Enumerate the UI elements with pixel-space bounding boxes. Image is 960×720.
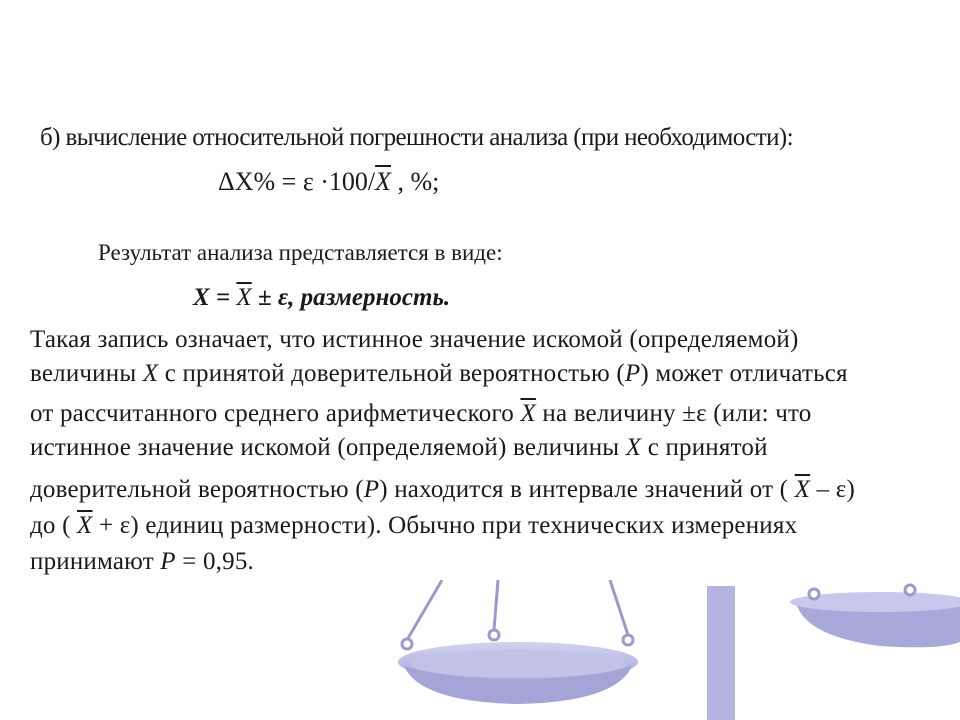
text-run: от рассчитанного среднего арифметического [30, 400, 521, 427]
p-symbol: P [363, 476, 380, 503]
text-run: с принятой доверительной вероятностью ( [158, 360, 625, 387]
text-run: – ε) [810, 476, 855, 503]
text-run: ) находится в интервале значений от ( [379, 476, 795, 503]
paragraph-line [30, 434, 768, 462]
relative-error-formula [218, 167, 439, 197]
text-run: ) может отличаться [640, 360, 848, 387]
text-run: = 0,95. [175, 548, 254, 575]
x-bar-symbol: $\overline{X}$ [77, 512, 93, 539]
result-intro: Результат анализа представляется в виде: [98, 240, 503, 265]
left-pan [398, 642, 638, 704]
x-bar-symbol: $\overline{X}$ [375, 167, 392, 196]
text-run: величины [30, 360, 143, 387]
left-pan-strings [402, 580, 633, 649]
x-symbol: X [625, 434, 642, 461]
paragraph-line [30, 548, 254, 576]
paragraph-line: Такая запись означает, что истинное значение искомой (определяемой) [30, 326, 799, 353]
text-run: на величину ±ε (или: что [535, 400, 812, 427]
text-run: с принятой [641, 434, 768, 461]
formula-lhs: X = [193, 284, 237, 311]
scale-pillar [707, 586, 735, 720]
text-run: истинное значение искомой (определяемой) величины [30, 434, 626, 461]
result-formula [193, 284, 450, 312]
formula-rhs: ± ε, размерность. [251, 284, 451, 311]
p-symbol: P [624, 360, 641, 387]
paragraph-line [30, 400, 811, 428]
section-heading: б) вычисление относительной погрешности анализа (при необходимости): [40, 124, 793, 151]
x-bar-symbol: $\overline{X}$ [794, 476, 811, 503]
paragraph-line [30, 360, 848, 388]
text-run: + ε) единиц размерности). Обычно при технических измерениях [92, 512, 798, 539]
text-run: доверительной вероятностью ( [30, 476, 364, 503]
x-bar-symbol: $\overline{X}$ [236, 284, 252, 311]
x-symbol: X [142, 360, 159, 387]
balance-scale-icon [380, 580, 960, 720]
x-bar-symbol: $\overline{X}$ [520, 400, 536, 427]
formula-prefix: ΔX% = ε ·100/ [218, 167, 376, 196]
formula-suffix: , %; [391, 167, 440, 196]
right-pan [790, 585, 960, 647]
text-run: до ( [30, 512, 78, 539]
p-symbol: P [160, 548, 176, 575]
paragraph-line [30, 512, 797, 540]
text-run: принимают [30, 548, 161, 575]
paragraph-line [30, 476, 855, 504]
